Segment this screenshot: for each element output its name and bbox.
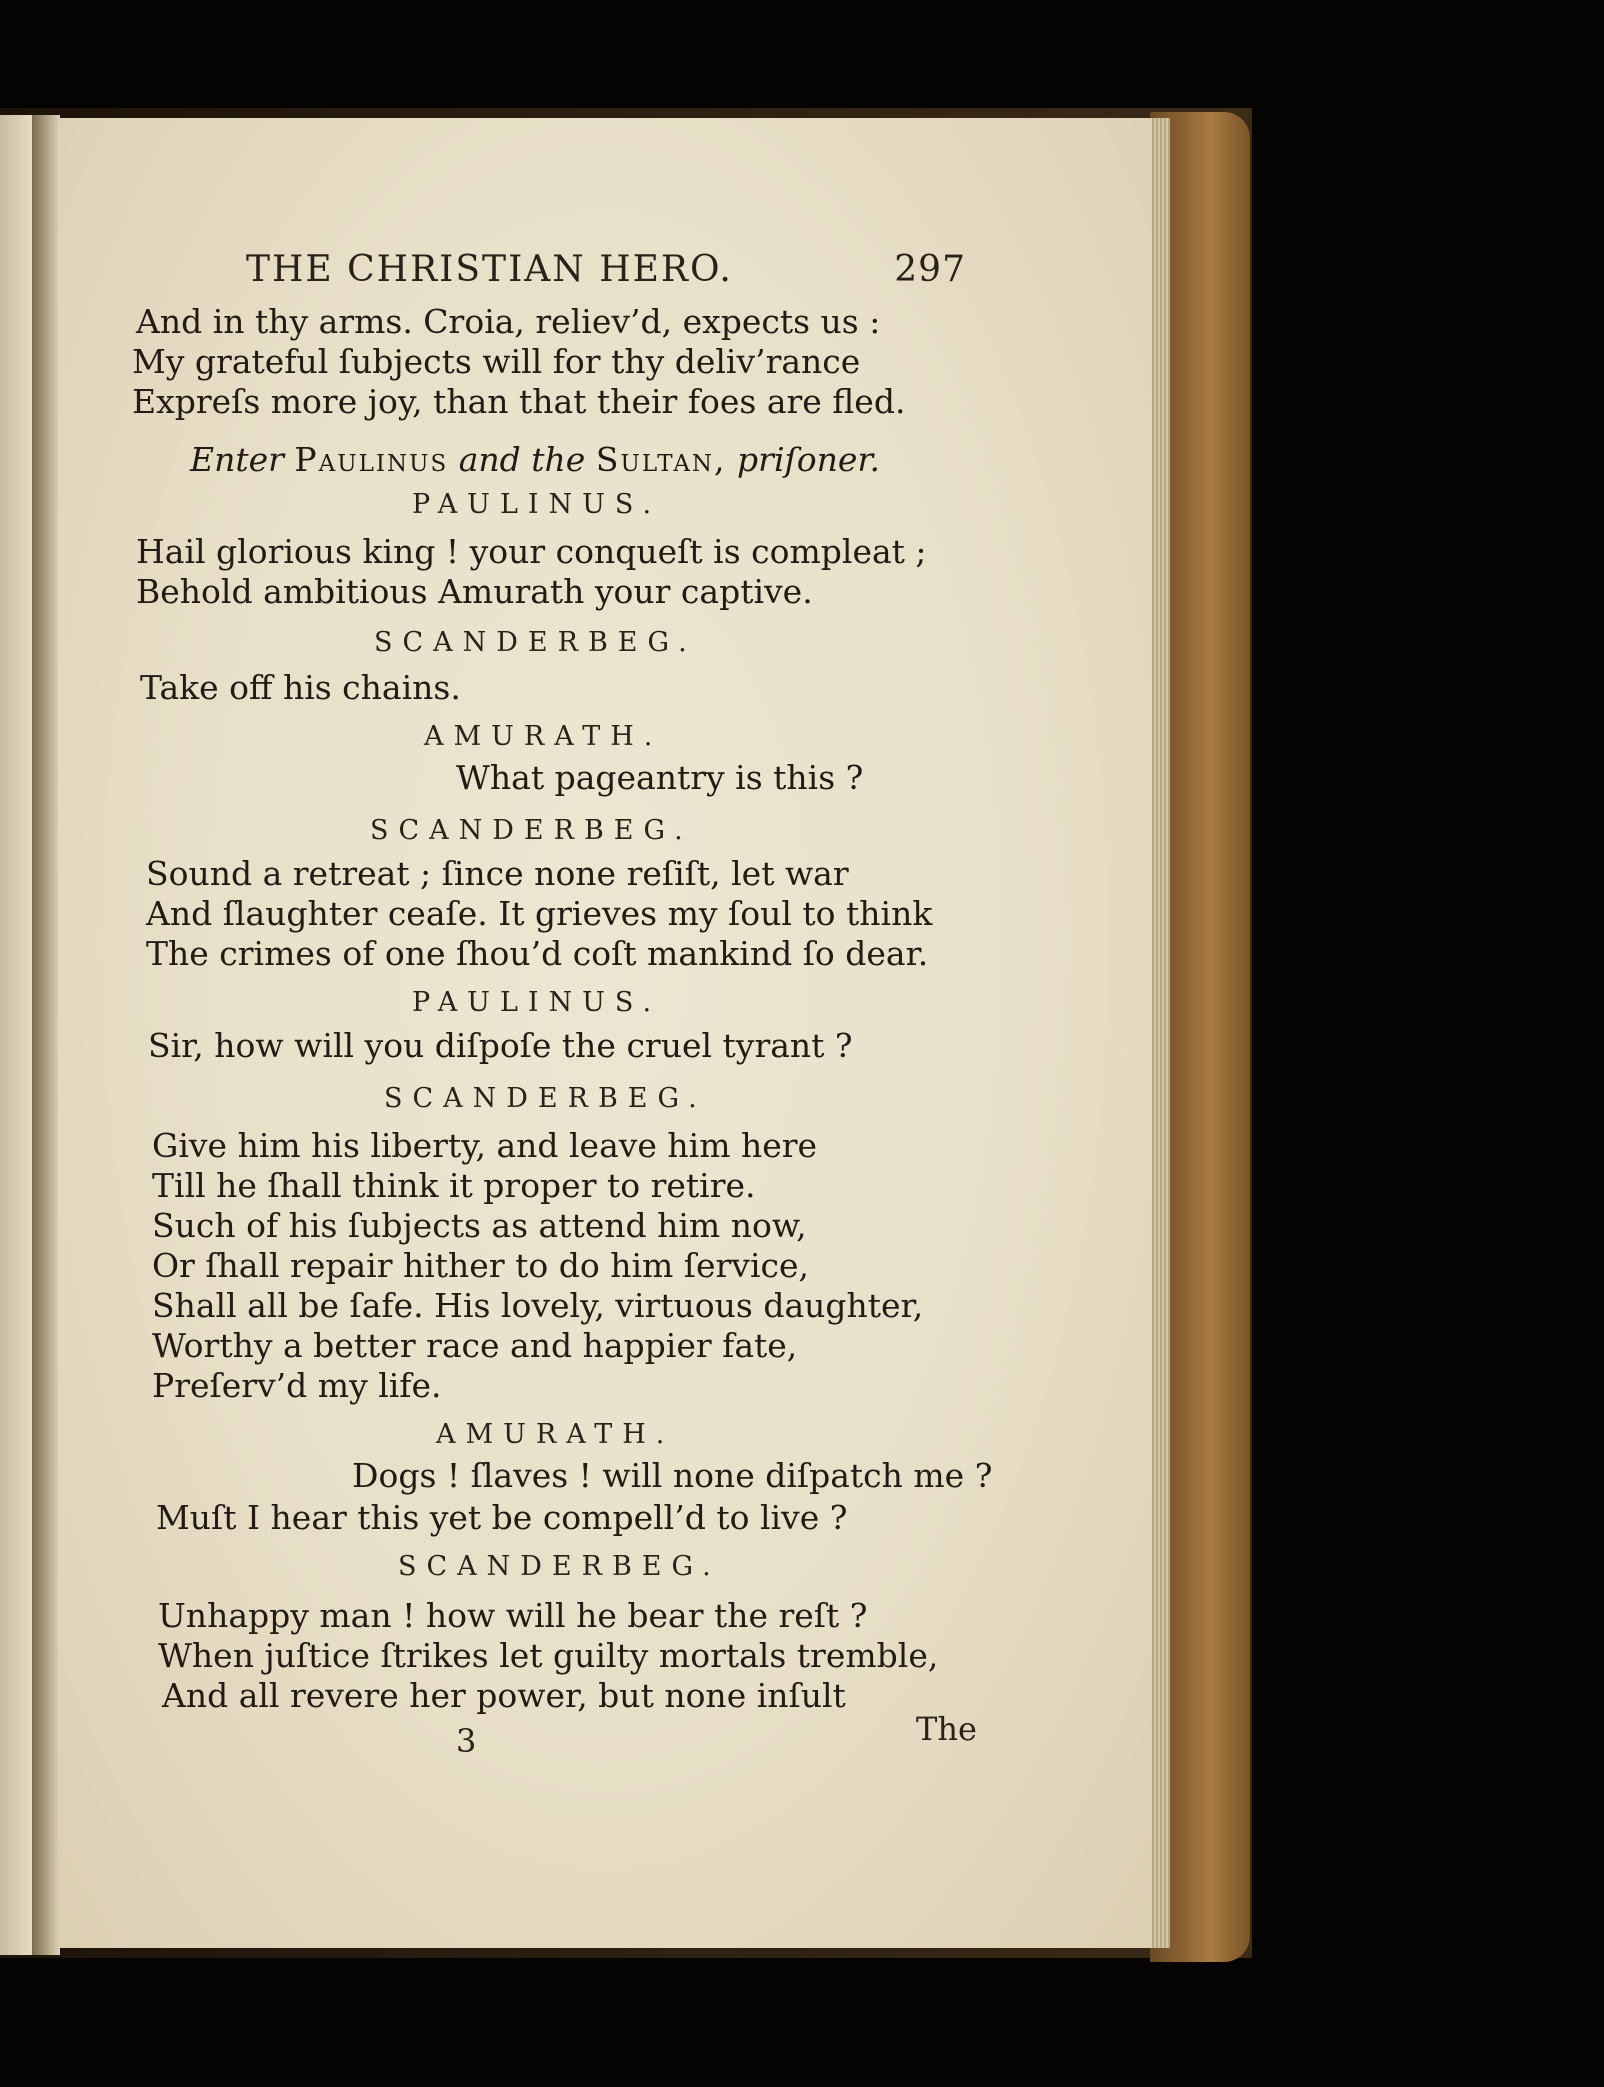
verse-line: And all revere her power, but none inſult bbox=[162, 1676, 846, 1715]
verse-line: What pageantry is this ? bbox=[456, 758, 864, 797]
stage-direction-enter: Enter bbox=[190, 440, 284, 479]
verse-line: And ſlaughter ceaſe. It grieves my ſoul to think bbox=[146, 894, 933, 933]
verse-line: Take off his chains. bbox=[140, 668, 461, 707]
speaker-name: AMURATH. bbox=[424, 721, 663, 752]
speaker-name: SCANDERBEG. bbox=[374, 627, 697, 658]
verse-line: Sound a retreat ; ſince none reſiſt, let war bbox=[146, 854, 849, 893]
verse-line: Sir, how will you diſpoſe the cruel tyrant ? bbox=[148, 1026, 853, 1065]
stage-direction-character: Paulinus bbox=[294, 440, 449, 479]
verse-line: Unhappy man ! how will he bear the reſt ? bbox=[158, 1596, 868, 1635]
stage-direction-character: Sultan, bbox=[595, 440, 727, 479]
verse-line: Dogs ! ſlaves ! will none diſpatch me ? bbox=[352, 1456, 993, 1495]
speaker-name: SCANDERBEG. bbox=[370, 815, 693, 846]
speaker-name: SCANDERBEG. bbox=[398, 1551, 721, 1582]
verse-line: Such of his ſubjects as attend him now, bbox=[152, 1206, 807, 1245]
catchword: The bbox=[916, 1710, 977, 1748]
verse-line: Shall all be ſafe. His lovely, virtuous daughter, bbox=[152, 1286, 924, 1325]
verse-line: Give him his liberty, and leave him here bbox=[152, 1126, 818, 1165]
stage-direction bbox=[190, 440, 880, 480]
verse-line: Till he ſhall think it proper to retire. bbox=[152, 1166, 756, 1205]
page-edges bbox=[1150, 118, 1170, 1948]
speaker-name: SCANDERBEG. bbox=[384, 1083, 707, 1114]
verse-line: Hail glorious king ! your conqueſt is compleat ; bbox=[136, 532, 927, 571]
verse-line: Behold ambitious Amurath your captive. bbox=[136, 572, 813, 611]
verse-line: When juſtice ſtrikes let guilty mortals tremble, bbox=[158, 1636, 939, 1675]
verse-line: And in thy arms. Croia, reliev’d, expects us : bbox=[136, 302, 881, 341]
verse-line: Preſerv’d my life. bbox=[152, 1366, 442, 1405]
verse-line: Expreſs more joy, than that their foes are fled. bbox=[132, 382, 906, 421]
speaker-name: PAULINUS. bbox=[412, 489, 662, 520]
signature-mark: 3 bbox=[456, 1722, 477, 1760]
verse-line: Or ſhall repair hither to do him ſervice, bbox=[152, 1246, 810, 1285]
book-gutter bbox=[32, 115, 60, 1955]
speaker-name: PAULINUS. bbox=[412, 987, 662, 1018]
speaker-name: AMURATH. bbox=[436, 1419, 675, 1450]
running-header bbox=[246, 240, 966, 290]
verse-line: The crimes of one ſhou’d coſt mankind ſo dear. bbox=[146, 934, 929, 973]
running-title: THE CHRISTIAN HERO. bbox=[246, 249, 733, 290]
page-number: 297 bbox=[894, 249, 966, 290]
verse-line: Muſt I hear this yet be compell’d to live ? bbox=[156, 1498, 848, 1537]
facing-page-edge bbox=[0, 115, 32, 1955]
verse-line: My grateful ſubjects will for thy deliv’rance bbox=[132, 342, 861, 381]
stage-direction-conjunction: and the bbox=[458, 440, 586, 479]
verse-line: Worthy a better race and happier fate, bbox=[152, 1326, 798, 1365]
stage-direction-status: priſoner. bbox=[737, 440, 881, 479]
